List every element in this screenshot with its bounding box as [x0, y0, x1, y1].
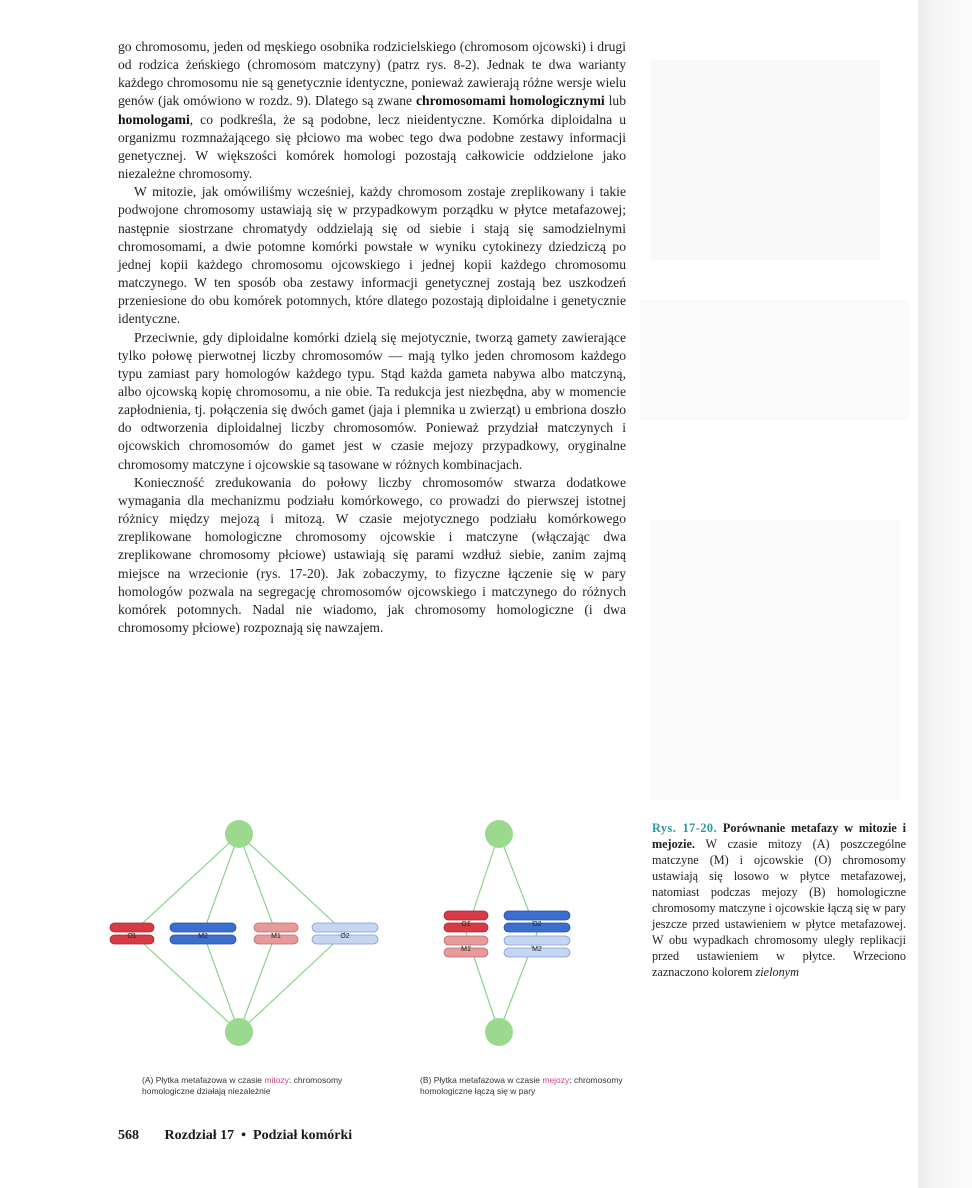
figure-17-20 [108, 812, 628, 1102]
chromosome-label: O2 [340, 933, 350, 940]
page-number: 568 [118, 1128, 139, 1143]
chapter-title: Podział komórki [253, 1128, 353, 1143]
bleed-through [650, 60, 880, 260]
figure-description-italic: zielonym [755, 965, 799, 979]
chromosome-m1 [254, 923, 298, 944]
metaphase-diagram [108, 812, 628, 1102]
bleed-through [640, 300, 910, 420]
figure-description: W czasie mitozy (A) poszczególne matczyne (M) i ojcowskie (O) chromosomy ustawiają się losowo w płytce metafazowej, natomiast podczas mejozy (B) homologiczne chromosomy matczyne i ojcowskie łączą się w pary jeszcze przed ustawieniem w płytce metafazowej. W obu wypadkach chromosomy uległy replikacji przed ustawieniem w płytce. Wrzeciono zaznaczono kolorem [652, 837, 906, 979]
paragraph-1: go chromosomu, jeden od męskiego osobnika rodzicielskiego (chromosom ojcowski) i drugi od rodzica żeńskiego (chromosom matczyny) (patrz rys. 8-2). Jednak te dwa warianty każdego chromosomu nie są genetycznie identyczne, ponieważ zawierają różne wersje wielu genów (jak omówiono w rozdz. 9). Dlatego są zwane chromosomami homologicznymi lub homologami, co podkreśla, że są podobne, lecz nieidentyczne. Komórka diploidalna u organizmu rozmnażającego się płciowo ma wobec tego dwa podobne zestawy informacji genetycznej. W większości komórek homologi pozostają całkowicie oddzielone jako niezależne chromosomy. [118, 39, 626, 182]
chromosome-m1 [444, 936, 488, 957]
panel-a-mitosis [110, 820, 378, 1046]
side-caption [652, 820, 906, 980]
chromosome-label: O2 [532, 921, 542, 928]
chromosome-label: M2 [198, 933, 208, 940]
chromosome-m2 [170, 923, 236, 944]
spindle-fiber [132, 933, 239, 1032]
spindle-pole-bottom [485, 1018, 513, 1046]
figure-title: Porównanie metafazy w mitozie i mejozie. [652, 821, 906, 851]
figure-caption-a: (A) Płytka metafazowa w czasie mitozy: chromosomy homologiczne działają niezależnie [142, 1075, 343, 1096]
panel-b-meiosis [444, 820, 570, 1046]
figure-number: Rys. 17-20. [652, 821, 718, 835]
spindle-pole-top [225, 820, 253, 848]
spindle-a [132, 834, 345, 1032]
chapter-label: Rozdział 17 [164, 1128, 235, 1143]
paragraph-2: W mitozie, jak omówiliśmy wcześniej, każdy chromosom zostaje zreplikowany i takie podwojone chromosomy ustawiają się w przypadkowym porządku w płytce metafazowej; następnie siostrzane chromatydy oddzielają się od siebie i stają się samodzielnymi chromosomami, a dwie potomne komórki powstałe w wyniku cytokinezy dziedziczą po jednej kopii każdego chromosomu ojcowskiego i jednej kopii każdego chromosomu matczynego. W ten sposób oba zestawy informacji genetycznej zostają bez uszkodzeń przeniesione do obu komórek potomnych, które dlatego pozostają diploidalne i genetycznie identyczne. [118, 184, 626, 327]
chromosome-o2 [504, 911, 570, 932]
page-edge-shadow [918, 0, 972, 1188]
chromosome-o1 [110, 923, 154, 944]
chromosome-label: O1 [461, 921, 471, 928]
spindle-fiber [239, 834, 276, 933]
body-text [118, 38, 626, 637]
chromosome-label: O1 [127, 933, 137, 940]
spindle-fiber [239, 933, 345, 1032]
spindle-b [466, 834, 537, 1032]
figure-caption-b: (B) Płytka metafazowa w czasie mejozy: chromosomy homologiczne łączą się w pary [420, 1075, 623, 1096]
spindle-pole-top [485, 820, 513, 848]
chromosome-m2 [504, 936, 570, 957]
term-homologs: homologami [118, 111, 190, 127]
spindle-fiber [203, 933, 239, 1032]
bleed-through [650, 520, 900, 800]
paragraph-3: Przeciwnie, gdy diploidalne komórki dzielą się mejotycznie, tworzą gamety zawierające tylko połowę pierwotnej liczby chromosomów — mają tylko jeden chromosom każdego typu zamiast pary homologów każdego typu. Stąd każda gameta nabywa albo matczyną, albo ojcowską kopię chromosomu, a nie obie. Ta redukcja jest niezbędna, aby w momencie zapłodnienia, tj. połączenia się dwóch gamet (jaja i plemnika u zwierząt) u embriona doszło do odtworzenia diploidalnej liczby chromosomów. Ponieważ przydział matczynych i ojcowskich chromosomów do gamet jest w czasie mejozy przypadkowy, oryginalne chromosomy matczyne i ojcowskie są tasowane w różnych kombinacjach. [118, 329, 626, 472]
spindle-fiber [203, 834, 239, 933]
footer-bullet: • [241, 1128, 247, 1143]
running-footer [118, 1128, 352, 1144]
chromosome-o2 [312, 923, 378, 944]
chromosome-label: M1 [461, 946, 471, 953]
spindle-fiber [239, 834, 345, 933]
chromosome-o1 [444, 911, 488, 932]
term-homologous-chromosomes: chromosomami homologicznymi [416, 93, 605, 109]
chromosome-label: M1 [271, 933, 281, 940]
chromosome-label: M2 [532, 946, 542, 953]
paragraph-4: Konieczność zredukowania do połowy liczby chromosomów stwarza dodatkowe wymagania dla mechanizmu podziału komórkowego, co prowadzi do pierwszej istotnej różnicy między mejozą i mitozą. W czasie mejotycznego podziału komórkowego zreplikowane homologiczne chromosomy ojcowskie i matczyne (włączając dwa zreplikowane chromosomy płciowe) ustawiają się parami wzdłuż siebie, zanim zajmą miejsce na wrzecionie (rys. 17-20). Jak zobaczymy, to fizyczne łączenie się w pary homologów pozwala na segregację chromosomów ojcowskiego i matczynego do różnych komórek potomnych. Nadal nie wiadomo, jak chromosomy homologiczne (i dwa chromosomy płciowe) rozpoznają się nawzajem. [118, 474, 626, 635]
spindle-fiber [132, 834, 239, 933]
spindle-fiber [239, 933, 276, 1032]
spindle-pole-bottom [225, 1018, 253, 1046]
